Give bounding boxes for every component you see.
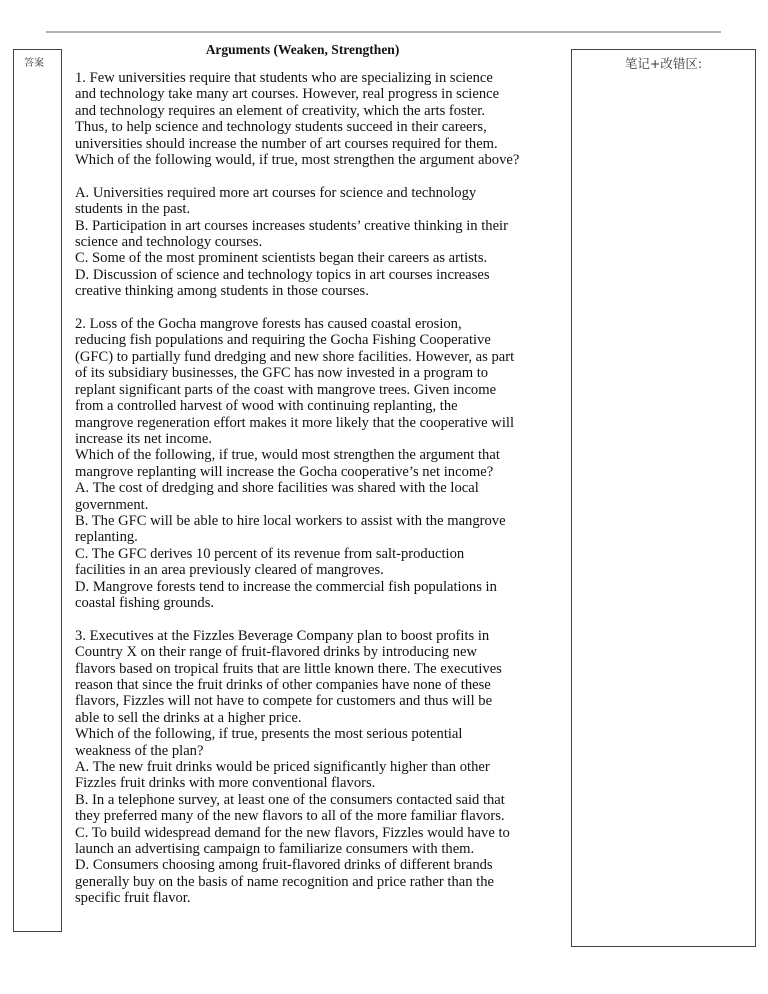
question-3-options [75, 759, 560, 907]
answer-label: 答案 [24, 58, 44, 69]
question-2-stem [75, 316, 560, 480]
question-text-line: increase its net income. [75, 430, 212, 447]
page-title: Arguments (Weaken, Strengthen) [205, 42, 400, 57]
option-a: A. The new fruit drinks would be priced significantly higher than other [75, 759, 490, 776]
option-d-cont: specific fruit flavor. [75, 890, 191, 907]
option-d: D. Discussion of science and technology topics in art courses increases [75, 266, 490, 283]
option-a-cont: government. [75, 496, 149, 513]
option-c: C. Some of the most prominent scientists began their careers as artists. [75, 250, 488, 267]
question-prompt: weakness of the plan? [75, 742, 204, 759]
option-d-cont: coastal fishing grounds. [75, 594, 215, 611]
document-content [75, 42, 560, 907]
question-text-line: mangrove regeneration effort makes it more likely that the cooperative will [75, 414, 515, 431]
question-text-line: flavors based on tropical fruits that are little known there. The executives [75, 660, 502, 677]
question-text-line: Country X on their range of fruit-flavored drinks by introducing new [75, 644, 478, 661]
question-3-stem [75, 628, 560, 759]
option-d-cont: creative thinking among students in those courses. [75, 283, 369, 300]
answer-box [13, 49, 62, 932]
question-text-line: and technology take many art courses. However, real progress in science [75, 86, 500, 103]
option-b-cont: they preferred many of the new flavors to all of the more familiar flavors. [75, 808, 505, 825]
question-text-line: (GFC) to partially fund dredging and new shore facilities. However, as part [75, 348, 515, 365]
question-2-options [75, 480, 560, 611]
option-b-cont: science and technology courses. [75, 234, 263, 251]
question-3 [75, 628, 560, 907]
question-text-line: replant significant parts of the coast with mangrove trees. Given income [75, 381, 497, 398]
question-2 [75, 316, 560, 611]
question-text-line: Thus, to help science and technology students succeed in their careers, [75, 119, 487, 136]
spacer [75, 300, 560, 316]
option-a-cont: students in the past. [75, 201, 191, 218]
question-text-line: able to sell the drinks at a higher price. [75, 709, 302, 726]
spacer [75, 168, 560, 184]
option-b: B. The GFC will be able to hire local workers to assist with the mangrove [75, 512, 506, 529]
option-b: B. Participation in art courses increases students’ creative thinking in their [75, 217, 508, 234]
notes-box [571, 49, 756, 947]
question-prompt: Which of the following would, if true, most strengthen the argument above? [75, 152, 520, 169]
option-d-cont: generally buy on the basis of name recognition and price rather than the [75, 873, 495, 890]
question-text-line: from a controlled harvest of wood with continuing replanting, the [75, 398, 458, 415]
question-prompt: Which of the following, if true, would most strengthen the argument that [75, 447, 500, 464]
question-text-line: 3. Executives at the Fizzles Beverage Company plan to boost profits in [75, 627, 490, 644]
option-d: D. Consumers choosing among fruit-flavored drinks of different brands [75, 857, 493, 874]
spacer [75, 611, 560, 627]
option-a: A. Universities required more art courses for science and technology [75, 184, 477, 201]
question-text-line: 1. Few universities require that students who are specializing in science [75, 70, 493, 86]
option-c: C. To build widespread demand for the new flavors, Fizzles would have to [75, 824, 510, 841]
option-c-cont: facilities in an area previously cleared of mangroves. [75, 562, 384, 579]
question-text-line: universities should increase the number of art courses required for them. [75, 135, 498, 152]
header-rule [46, 31, 721, 33]
notes-label: 笔记+改错区: [624, 56, 703, 71]
option-c-cont: launch an advertising campaign to familiarize consumers with them. [75, 841, 475, 858]
question-text-line: flavors, Fizzles will not have to compete for customers and thus will be [75, 693, 493, 710]
question-1 [75, 70, 560, 300]
question-text-line: reason that since the fruit drinks of other companies have none of these [75, 676, 491, 693]
question-text-line: and technology requires an element of creativity, which the arts foster. [75, 102, 485, 119]
option-c: C. The GFC derives 10 percent of its revenue from salt-production [75, 545, 465, 562]
question-text-line: 2. Loss of the Gocha mangrove forests has caused coastal erosion, [75, 316, 462, 333]
question-text-line: reducing fish populations and requiring the Gocha Fishing Cooperative [75, 332, 491, 349]
question-1-options [75, 185, 560, 300]
question-prompt: Which of the following, if true, presents the most serious potential [75, 726, 463, 743]
question-1-stem [75, 70, 560, 168]
question-text-line: of its subsidiary businesses, the GFC has now invested in a program to [75, 365, 489, 382]
option-a: A. The cost of dredging and shore facilities was shared with the local [75, 480, 479, 497]
option-a-cont: Fizzles fruit drinks with more conventional flavors. [75, 775, 376, 792]
option-b: B. In a telephone survey, at least one of the consumers contacted said that [75, 791, 505, 808]
option-b-cont: replanting. [75, 529, 138, 546]
question-prompt: mangrove replanting will increase the Gocha cooperative’s net income? [75, 463, 494, 480]
option-d: D. Mangrove forests tend to increase the commercial fish populations in [75, 578, 497, 595]
